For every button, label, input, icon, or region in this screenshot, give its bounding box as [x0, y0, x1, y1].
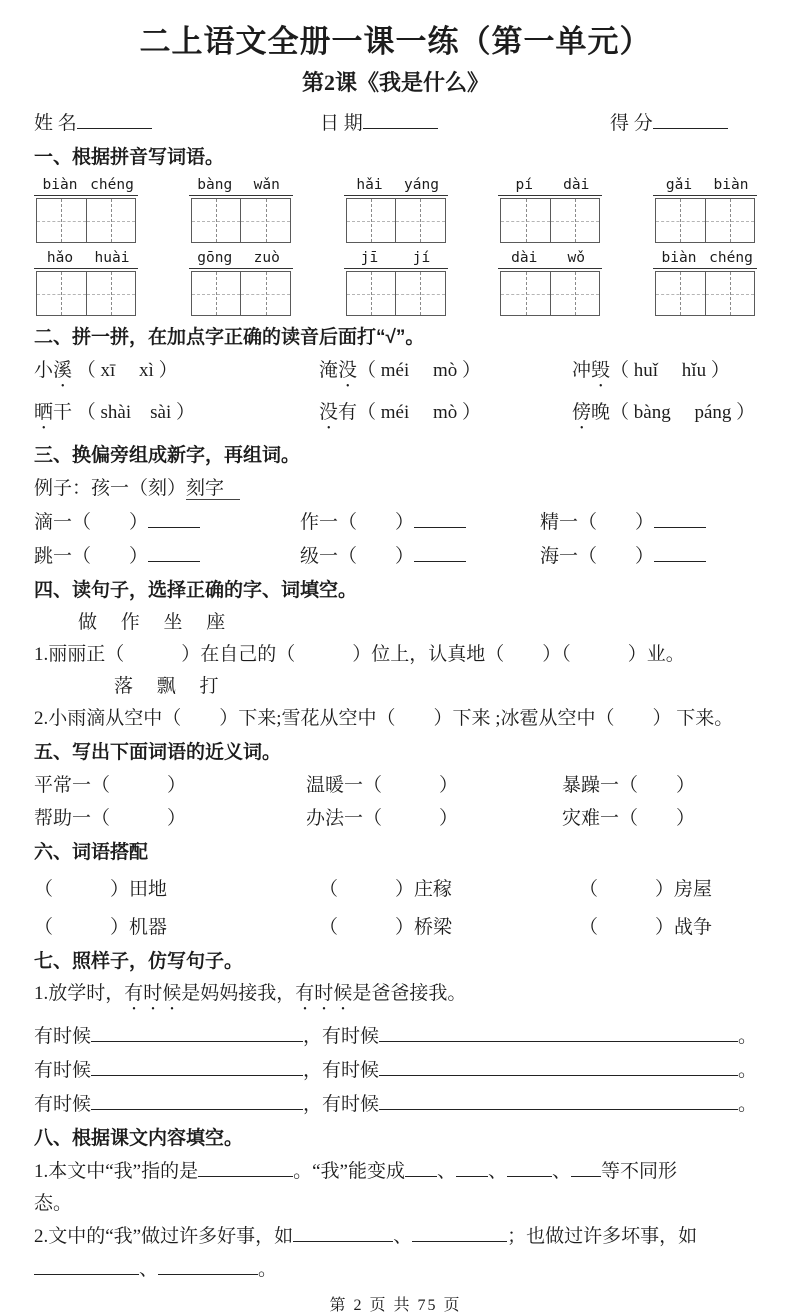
question-1: 1.丽丽正（ ）在自己的（ ）位上，认真地（ ）（ ）业。	[34, 643, 685, 665]
pinyin-grid-row-2	[34, 249, 757, 316]
grid-cell[interactable]	[550, 272, 600, 315]
grid-cell[interactable]	[37, 199, 86, 242]
synonym-item: 暴躁一（ ）	[562, 775, 696, 797]
dotted-phrase: 有时候	[124, 982, 182, 1004]
pinyin-label: jī jí	[344, 249, 448, 269]
sentence-example: 1.放学时，有时候是妈妈接我，有时候是爸爸接我。	[34, 982, 467, 1004]
question-2: 2.小雨滴从空中（ ）下来;雪花从空中（ ）下来 ;冰雹从空中（ ） 下来。	[34, 708, 734, 730]
radical-item: 精一（ ）	[540, 509, 757, 535]
cloze-question-1: 1.本文中“我”指的是 。“我”能变成 、 、 、 等不同形	[34, 1158, 757, 1184]
fill-blank[interactable]	[379, 1023, 738, 1042]
writing-grid[interactable]	[500, 198, 600, 243]
grid-cell[interactable]	[192, 199, 241, 242]
pinyin-word-group	[344, 176, 448, 243]
section-4-heading: 四、读句子，选择正确的字、词填空。	[34, 579, 358, 601]
radical-item: 滴一（ ）	[34, 509, 300, 535]
fill-blank[interactable]	[414, 509, 466, 528]
grid-cell[interactable]	[656, 272, 705, 315]
grid-cell[interactable]	[395, 272, 445, 315]
fill-blank[interactable]	[34, 1256, 139, 1275]
fill-blank[interactable]	[412, 1223, 507, 1242]
sentence-write-line: 有时候 ，有时候 。	[34, 1091, 757, 1117]
pinyin-word-group	[34, 176, 138, 243]
pinyin-word-group	[498, 176, 602, 243]
fill-blank[interactable]	[507, 1158, 552, 1177]
writing-grid[interactable]	[500, 271, 600, 316]
grid-cell[interactable]	[347, 272, 396, 315]
name-blank[interactable]	[77, 110, 152, 129]
writing-grid[interactable]	[36, 271, 136, 316]
fill-blank[interactable]	[379, 1057, 738, 1076]
pinyin-label: biàn chéng	[34, 176, 138, 196]
radical-row-2	[34, 543, 757, 569]
fill-blank[interactable]	[91, 1091, 303, 1110]
page-title: 二上语文全册一课一练（第一单元）	[139, 24, 652, 59]
pinyin-word-group	[34, 249, 138, 316]
fill-blank[interactable]	[148, 543, 200, 562]
pinyin-label: dài wǒ	[498, 249, 602, 269]
dotted-character: 没	[338, 360, 358, 382]
grid-cell[interactable]	[501, 199, 550, 242]
grid-cell[interactable]	[240, 199, 290, 242]
pinyin-label: bàng wǎn	[189, 176, 293, 196]
pronunciation-row-1	[34, 358, 757, 392]
pinyin-word-group	[189, 249, 293, 316]
fill-blank[interactable]	[293, 1223, 393, 1242]
grid-cell[interactable]	[550, 199, 600, 242]
synonym-item: 平常一（ ）	[34, 775, 187, 797]
radical-item: 海一（ ）	[540, 543, 757, 569]
pinyin-label: gōng zuò	[189, 249, 293, 269]
fill-blank[interactable]	[158, 1256, 258, 1275]
pinyin-word-group	[653, 249, 757, 316]
fill-blank[interactable]	[91, 1023, 303, 1042]
collocation-row-2	[34, 915, 757, 940]
writing-grid[interactable]	[346, 271, 446, 316]
fill-blank[interactable]	[405, 1158, 437, 1177]
grid-cell[interactable]	[86, 272, 136, 315]
radical-item: 级一（ ）	[300, 543, 540, 569]
section-5-heading: 五、写出下面词语的近义词。	[34, 742, 282, 764]
pronunciation-item: 晒干 （ shài sài ）	[34, 402, 195, 424]
writing-grid[interactable]	[346, 198, 446, 243]
section-6-heading: 六、词语搭配	[34, 842, 149, 864]
grid-cell[interactable]	[240, 272, 290, 315]
sentence-write-line: 有时候 ，有时候 。	[34, 1023, 757, 1049]
pronunciation-row-2	[34, 400, 757, 434]
collocation-item: （ ）战争	[579, 916, 713, 938]
pinyin-word-group	[344, 249, 448, 316]
date-field	[320, 110, 610, 136]
grid-cell[interactable]	[347, 199, 396, 242]
dotted-character: 毁	[591, 360, 611, 382]
pronunciation-item: 傍晚（ bàng páng ）	[572, 402, 756, 424]
fill-blank[interactable]	[148, 509, 200, 528]
pinyin-word-group	[498, 249, 602, 316]
sentence-write-line: 有时候 ，有时候 。	[34, 1057, 757, 1083]
pinyin-word-group	[653, 176, 757, 243]
section-1-heading: 一、根据拼音写词语。	[34, 147, 225, 169]
grid-cell[interactable]	[656, 199, 705, 242]
score-label: 得 分	[610, 112, 653, 134]
pinyin-grid-row-1	[34, 176, 757, 243]
word-options-1: 做 作 坐 座	[78, 611, 226, 633]
section-8-heading: 八、根据课文内容填空。	[34, 1127, 244, 1149]
fill-blank[interactable]	[654, 543, 706, 562]
pronunciation-item: 小溪 （ xī xì ）	[34, 360, 178, 382]
dotted-character: 溪	[53, 360, 73, 382]
fill-blank[interactable]	[654, 509, 706, 528]
pinyin-word-group	[189, 176, 293, 243]
cloze-question-1-wrap: 态。	[34, 1193, 73, 1215]
synonym-item: 灾难一（ ）	[562, 808, 696, 830]
cloze-question-2-wrap: 、 。	[34, 1256, 757, 1282]
synonym-row-2	[34, 806, 757, 831]
section-7-heading: 七、照样子，仿写句子。	[34, 950, 244, 972]
grid-cell[interactable]	[705, 199, 755, 242]
collocation-item: （ ）庄稼	[319, 879, 453, 901]
dotted-character: 晒	[34, 402, 54, 424]
writing-grid[interactable]	[655, 198, 755, 243]
score-blank[interactable]	[653, 110, 728, 129]
collocation-item: （ ）房屋	[579, 879, 713, 901]
pinyin-label: gǎi biàn	[653, 176, 757, 196]
pinyin-label: hǎo huài	[34, 249, 138, 269]
fill-blank[interactable]	[456, 1158, 488, 1177]
section-2-heading: 二、拼一拼，在加点字正确的读音后面打“√”。	[34, 327, 425, 349]
grid-cell[interactable]	[705, 272, 755, 315]
grid-cell[interactable]	[192, 272, 241, 315]
writing-grid[interactable]	[191, 198, 291, 243]
fill-blank[interactable]	[91, 1057, 303, 1076]
grid-cell[interactable]	[86, 199, 136, 242]
fill-blank[interactable]	[571, 1158, 601, 1177]
example-line: 例子：孩一（刻）刻字	[34, 476, 757, 501]
collocation-item: （ ）桥梁	[319, 916, 453, 938]
section-3-heading: 三、换偏旁组成新字，再组词。	[34, 445, 301, 467]
page-number: 第 2 页 共 75 页	[329, 1297, 462, 1315]
fill-blank[interactable]	[198, 1158, 293, 1177]
lesson-subtitle: 第2课《我是什么》	[301, 69, 489, 95]
score-field	[610, 110, 757, 136]
cloze-question-2: 2.文中的“我”做过许多好事，如 、 ；也做过许多坏事，如	[34, 1223, 757, 1249]
fill-blank[interactable]	[379, 1091, 738, 1110]
grid-cell[interactable]	[37, 272, 86, 315]
dotted-character: 没	[319, 402, 339, 424]
pronunciation-item: 淹没（ méi mò ）	[319, 360, 482, 382]
grid-cell[interactable]	[501, 272, 550, 315]
collocation-item: （ ）田地	[34, 879, 168, 901]
radical-item: 跳一（ ）	[34, 543, 300, 569]
header-fields	[34, 110, 757, 136]
writing-grid[interactable]	[191, 271, 291, 316]
dotted-phrase: 有时候	[295, 982, 353, 1004]
pronunciation-item: 没有（ méi mò ）	[319, 402, 482, 424]
grid-cell[interactable]	[395, 199, 445, 242]
writing-grid[interactable]	[36, 198, 136, 243]
radical-item: 作一（ ）	[300, 509, 540, 535]
example-answer: 刻字	[186, 478, 240, 500]
pinyin-label: biàn chéng	[653, 249, 757, 269]
synonym-item: 温暖一（ ）	[306, 775, 459, 797]
word-options-2: 落 飘 打	[114, 675, 219, 697]
radical-row-1	[34, 509, 757, 535]
pinyin-label: pí dài	[498, 176, 602, 196]
synonym-item: 帮助一（ ）	[34, 808, 187, 830]
writing-grid[interactable]	[655, 271, 755, 316]
name-label: 姓 名	[34, 112, 77, 134]
synonym-row-1	[34, 773, 757, 798]
name-field	[34, 110, 320, 136]
dotted-character: 傍	[572, 402, 592, 424]
collocation-item: （ ）机器	[34, 916, 168, 938]
date-label: 日 期	[320, 112, 363, 134]
date-blank[interactable]	[363, 110, 438, 129]
pinyin-label: hǎi yáng	[344, 176, 448, 196]
synonym-item: 办法一（ ）	[306, 808, 459, 830]
pronunciation-item: 冲毁（ huǐ hǐu ）	[572, 360, 730, 382]
fill-blank[interactable]	[414, 543, 466, 562]
collocation-row-1	[34, 877, 757, 902]
